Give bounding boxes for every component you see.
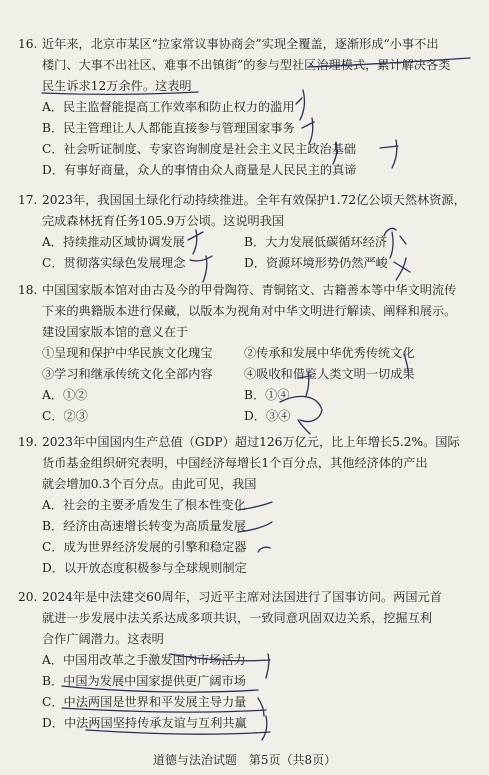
statement-2: ②传承和发展中华优秀传统文化 <box>244 346 415 360</box>
option-a[interactable]: A．社会的主要矛盾发生了根本性变化 <box>42 498 246 512</box>
question-stem <box>42 34 480 97</box>
stem-line: 中国国家版本馆对由古及今的甲骨陶符、青铜铭文、古籍善本等中华文明流传 <box>42 283 457 297</box>
question-stem <box>42 190 480 232</box>
question-20 <box>18 587 480 734</box>
stem-line: 完成森林抚育任务105.9万公顷。这说明我国 <box>42 214 285 228</box>
stem-line: 近年来，北京市某区“拉家常议事协商会”实现全覆盖，逐渐形成“小事不出 <box>42 37 439 51</box>
option-b[interactable]: B．民主管理让人人都能直接参与管理国家事务 <box>42 121 295 135</box>
option-d[interactable]: D．有事好商量，众人的事情由众人商量是人民民主的真谛 <box>42 163 357 177</box>
stem-line: 下来的典籍版本进行保藏，以版本为视角对中华文明进行解读、阐释和展示。 <box>42 304 457 318</box>
option-a[interactable]: A．①② <box>42 388 88 402</box>
question-number: 17. <box>18 193 38 207</box>
question-stem <box>42 587 480 650</box>
page-footer: 道德与法治试题 第5页（共8页） <box>152 753 337 767</box>
question-stem <box>42 432 480 495</box>
option-b[interactable]: B．大力发展低碳循环经济 <box>244 235 388 249</box>
option-c[interactable]: C．②③ <box>42 409 88 423</box>
statement-4: ④吸收和借鉴人类文明一切成果 <box>244 367 415 381</box>
option-a[interactable]: A．中国用改革之手激发国内市场活力 <box>42 653 246 667</box>
option-b[interactable]: B．经济由高速增长转变为高质量发展 <box>42 519 246 533</box>
stem-line: 2024年是中法建交60周年，习近平主席对法国进行了国事访问。两国元首 <box>42 590 442 604</box>
question-16 <box>18 34 480 181</box>
stem-line: 合作广阔潜力。这表明 <box>42 632 164 646</box>
option-d[interactable]: D．中法两国坚持传承友谊与互利共赢 <box>42 716 247 730</box>
stem-line: 就会增加0.3个百分点。由此可见，我国 <box>42 477 257 491</box>
option-b[interactable]: B．中国为发展中国家提供更广阔市场 <box>42 674 246 688</box>
option-c[interactable]: C．社会听证制度、专家咨询制度是社会主义民主政治基础 <box>42 142 357 156</box>
stem-line: 民生诉求12万余件。这表明 <box>42 79 192 93</box>
stem-line: 2023年中国国内生产总值（GDP）超过126万亿元，比上年增长5.2%。国际 <box>42 435 460 449</box>
stem-line: 楼门、大事不出社区、难事不出镇街”的参与型社区治理模式，累计解决各类 <box>42 58 451 72</box>
question-number: 19. <box>18 435 38 449</box>
question-18 <box>18 280 480 427</box>
question-19 <box>18 432 480 579</box>
option-a[interactable]: A．持续推动区域协调发展 <box>42 235 185 249</box>
question-17 <box>18 190 480 274</box>
option-d[interactable]: D．以开放态度积极参与全球规则制定 <box>42 561 247 575</box>
statement-3: ③学习和继承传统文化全部内容 <box>42 367 213 381</box>
stem-line: 2023年，我国国土绿化行动持续推进。全年有效保护1.72亿公顷天然林资源， <box>42 193 466 207</box>
option-c[interactable]: C．中法两国是世界和平发展主导力量 <box>42 695 247 709</box>
option-b[interactable]: B．①④ <box>244 388 290 402</box>
option-a[interactable]: A．民主监督能提高工作效率和防止权力的滥用 <box>42 100 295 114</box>
stem-line: 就进一步发展中法关系达成多项共识，一致同意巩固双边关系，挖掘互利 <box>42 611 432 625</box>
stem-line: 货币基金组织研究表明，中国经济每增长1个百分点，其他经济体的产出 <box>42 456 428 470</box>
option-c[interactable]: C．贯彻落实绿色发展理念 <box>42 256 186 270</box>
stem-line: 建设国家版本馆的意义在于 <box>42 325 189 339</box>
question-number: 18. <box>18 283 38 297</box>
question-number: 16. <box>18 37 38 51</box>
option-d[interactable]: D．资源环境形势仍然严峻 <box>244 256 388 270</box>
option-d[interactable]: D．③④ <box>244 409 291 423</box>
statement-1: ①呈现和保护中华民族文化瑰宝 <box>42 346 213 360</box>
option-c[interactable]: C．成为世界经济发展的引擎和稳定器 <box>42 540 247 554</box>
question-number: 20. <box>18 590 38 604</box>
question-stem <box>42 280 480 343</box>
